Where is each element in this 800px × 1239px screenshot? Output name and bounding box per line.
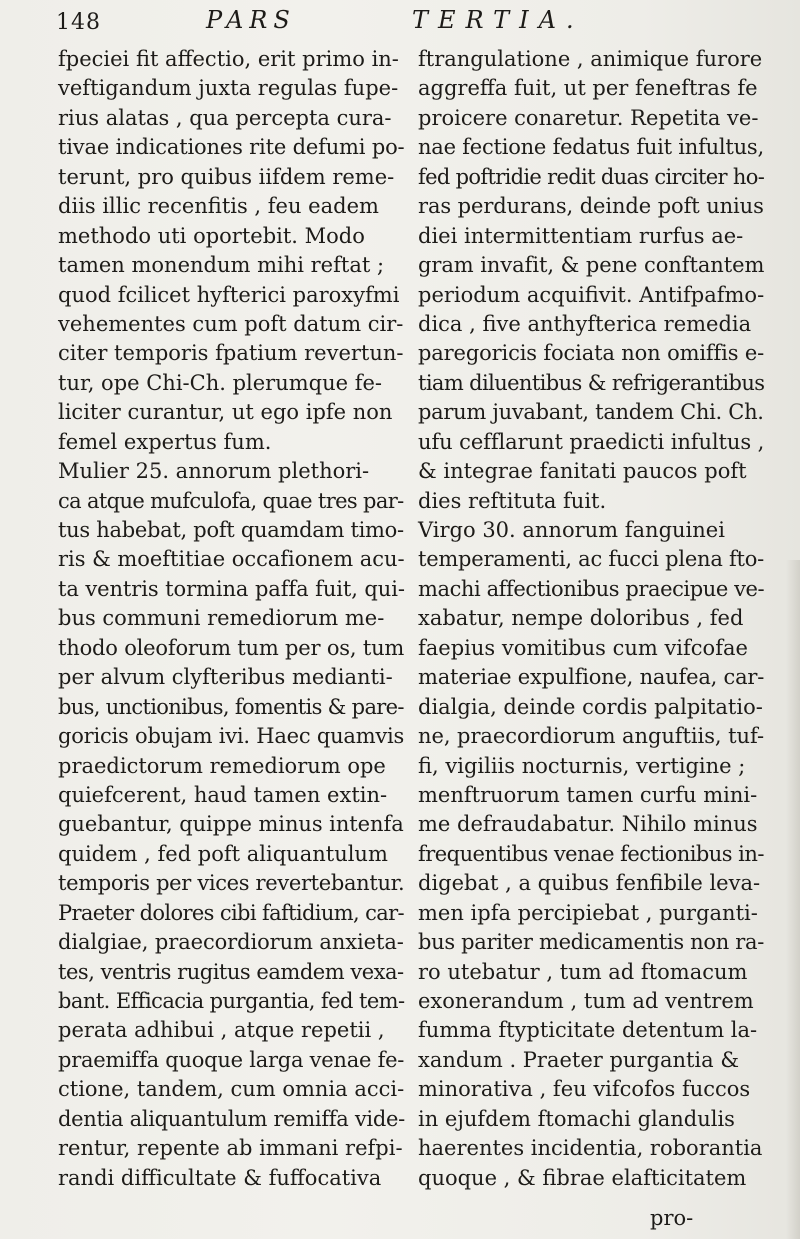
text-line: guebantur, quippe minus intenfa — [58, 812, 404, 837]
catchword: pro- — [650, 1206, 694, 1230]
text-line: & integrae fanitati paucos poft — [418, 459, 747, 484]
right-text-column — [418, 45, 764, 1193]
page-number: 148 — [56, 10, 101, 35]
text-line: dialgia, deinde cordis palpitatio- — [418, 694, 763, 719]
text-line: quidem , fed poft aliquantulum — [58, 841, 388, 866]
text-line: aggreffa fuit, ut per feneftras fe — [418, 76, 758, 101]
text-line: tur, ope Chi-Ch. plerumque fe- — [58, 370, 383, 395]
text-line: rentur, repente ab immani refpi- — [58, 1136, 403, 1161]
text-line: dialgiae, praecordiorum anxieta- — [58, 930, 404, 955]
text-line: fi, vigiliis nocturnis, vertigine ; — [418, 753, 746, 778]
text-line: proicere conaretur. Repetita ve- — [418, 105, 759, 130]
text-line: fumma ftypticitate detentum la- — [418, 1018, 758, 1043]
text-line: frequentibus venae fectionibus in- — [418, 841, 764, 866]
text-line: veftigandum juxta regulas fupe- — [58, 76, 399, 101]
text-line: vehementes cum poft datum cir- — [58, 311, 404, 336]
text-line: bant. Efficacia purgantia, fed tem- — [58, 989, 405, 1013]
text-line: liciter curantur, ut ego ipfe non — [58, 400, 393, 425]
text-line: machi affectionibus praecipue ve- — [418, 576, 765, 601]
text-line: ca atque mufculofa, quae tres par- — [58, 488, 404, 513]
text-line: xandum . Praeter purgantia & — [418, 1047, 740, 1072]
text-line: temperamenti, ac fucci plena fto- — [418, 547, 765, 572]
text-line: diis illic recenfitis , feu eadem — [58, 194, 379, 219]
text-line: dies reftituta fuit. — [418, 488, 607, 513]
text-line: tamen monendum mihi reftat ; — [58, 253, 385, 278]
text-line: ro utebatur , tum ad ftomacum — [418, 959, 748, 984]
text-line: minorativa , feu vifcofos fuccos — [418, 1077, 751, 1102]
text-line: quod fcilicet hyfterici paroxyfmi — [58, 282, 400, 307]
running-head — [56, 6, 756, 46]
text-line: gram invafit, & pene conftantem — [418, 253, 765, 278]
text-line: in ejufdem ftomachi glandulis — [418, 1106, 735, 1131]
text-line: goricis obujam ivi. Haec quamvis — [58, 724, 405, 749]
text-line: praedictorum remediorum ope — [58, 753, 386, 778]
text-line: dentia aliquantulum remiffa vide- — [58, 1106, 405, 1131]
text-line: me defraudabatur. Nihilo minus — [418, 812, 758, 837]
text-line: diei intermittentiam rurfus ae- — [418, 223, 744, 248]
text-line: thodo oleoforum tum per os, tum — [58, 635, 405, 660]
text-line: Virgo 30. annorum fanguinei — [418, 518, 725, 542]
text-line: temporis per vices revertebantur. — [58, 871, 405, 896]
text-line: ufu cefflarunt praedicti infultus , — [418, 429, 765, 454]
text-line: methodo uti oportebit. Modo — [58, 223, 365, 248]
running-head-right: TERTIA. — [412, 6, 584, 34]
text-line: ftrangulatione , animique furore — [418, 47, 763, 71]
text-line: Praeter dolores cibi faftidium, car- — [58, 900, 404, 925]
text-line: per alvum clyfteribus medianti- — [58, 665, 393, 690]
text-line: bus pariter medicamentis non ra- — [418, 930, 764, 955]
text-line: ta ventris tormina paffa fuit, qui- — [58, 576, 405, 601]
text-line: paregoricis fociata non omiffis e- — [418, 341, 765, 366]
text-line: tivae indicationes rite defumi po- — [58, 135, 405, 160]
text-line: ras perdurans, deinde poft unius — [418, 194, 764, 219]
text-line: men ipfa percipiebat , purganti- — [418, 900, 758, 925]
text-line: Mulier 25. annorum plethori- — [58, 459, 370, 484]
text-line: nae fectione fedatus fuit infultus, — [418, 135, 764, 160]
text-line: ne, praecordiorum anguftiis, tuf- — [418, 724, 764, 749]
text-line: ctione, tandem, cum omnia acci- — [58, 1077, 405, 1102]
running-head-left: PARS — [206, 6, 296, 34]
text-line: citer temporis fpatium revertun- — [58, 341, 404, 366]
text-line: perata adhibui , atque repetii , — [58, 1018, 385, 1043]
text-line: ris & moeftitiae occafionem acu- — [58, 547, 405, 572]
text-line: bus, unctionibus, fomentis & pare- — [58, 694, 404, 719]
text-line: fpeciei fit affectio, erit primo in- — [58, 47, 399, 71]
text-line: faepius vomitibus cum vifcofae — [418, 635, 748, 660]
text-line: bus communi remediorum me- — [58, 606, 385, 631]
text-line: digebat , a quibus fenfibile leva- — [418, 871, 761, 896]
text-line: periodum acquifivit. Antifpafmo- — [418, 282, 765, 307]
text-line: randi difficultate & fuffocativa — [58, 1165, 382, 1190]
page-edge-shadow — [786, 560, 800, 1239]
text-line: terunt, pro quibus iifdem reme- — [58, 164, 395, 189]
text-line: tiam diluentibus & refrigerantibus — [418, 370, 765, 395]
text-line: tes, ventris rugitus eamdem vexa- — [58, 959, 404, 984]
text-line: quiefcerent, haud tamen extin- — [58, 782, 388, 807]
text-line: quoque , & fibrae elafticitatem — [418, 1165, 747, 1190]
text-line: rius alatas , qua percepta cura- — [58, 105, 392, 130]
text-line: femel expertus fum. — [58, 429, 272, 454]
text-line: tus habebat, poft quamdam timo- — [58, 518, 404, 542]
text-line: haerentes incidentia, roborantia — [418, 1136, 763, 1161]
text-line: xabatur, nempe doloribus , fed — [418, 606, 744, 631]
text-line: exonerandum , tum ad ventrem — [418, 989, 754, 1013]
text-line: fed poftridie redit duas circiter ho- — [418, 164, 765, 189]
left-text-column — [58, 45, 404, 1193]
text-line: materiae expulfione, naufea, car- — [418, 665, 765, 690]
text-line: parum juvabant, tandem Chi. Ch. — [418, 400, 764, 425]
text-line: praemiffa quoque larga venae fe- — [58, 1047, 405, 1072]
text-line: menftruorum tamen curfu mini- — [418, 782, 758, 807]
text-line: dica , five anthyfterica remedia — [418, 311, 752, 336]
